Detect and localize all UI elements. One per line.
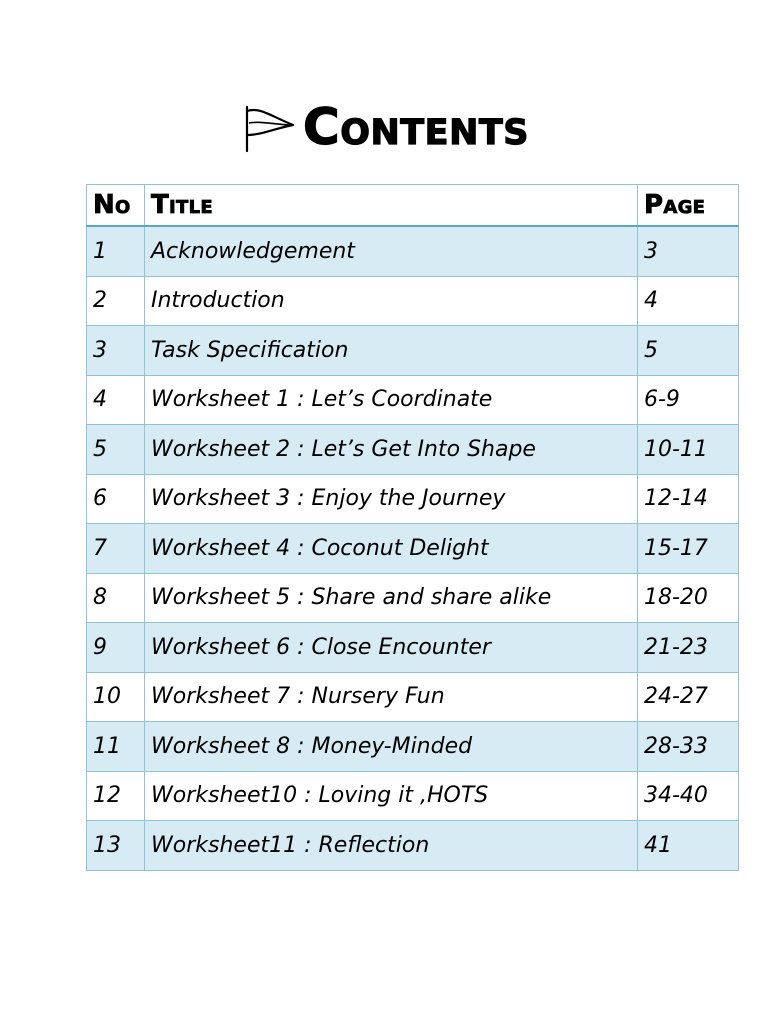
table-row	[87, 672, 739, 722]
row-page-cell: 3	[638, 226, 739, 276]
contents-table	[86, 184, 739, 871]
row-page-cell: 5	[638, 326, 739, 376]
table-row	[87, 326, 739, 376]
row-title-cell: Worksheet 4 : Coconut Delight	[145, 524, 638, 574]
row-title-cell: Worksheet11 : Reflection	[145, 821, 638, 871]
row-page-cell: 12-14	[638, 474, 739, 524]
table-row	[87, 623, 739, 673]
table-row	[87, 276, 739, 326]
table-row	[87, 771, 739, 821]
pennant-flag-icon	[239, 101, 297, 153]
row-number-cell: 12	[87, 771, 145, 821]
table-row	[87, 375, 739, 425]
contents-table-header	[87, 185, 739, 227]
row-title-cell: Worksheet 8 : Money-Minded	[145, 722, 638, 772]
row-page-cell: 18-20	[638, 573, 739, 623]
header-no: No	[87, 185, 145, 227]
row-page-cell: 24-27	[638, 672, 739, 722]
row-number-cell: 3	[87, 326, 145, 376]
row-number-cell: 6	[87, 474, 145, 524]
table-row	[87, 524, 739, 574]
row-page-cell: 28-33	[638, 722, 739, 772]
row-page-cell: 21-23	[638, 623, 739, 673]
row-title-cell: Worksheet 7 : Nursery Fun	[145, 672, 638, 722]
row-title-cell: Introduction	[145, 276, 638, 326]
row-title-cell: Worksheet 1 : Let’s Coordinate	[145, 375, 638, 425]
row-title-cell: Acknowledgement	[145, 226, 638, 276]
table-row	[87, 821, 739, 871]
row-title-cell: Worksheet 5 : Share and share alike	[145, 573, 638, 623]
row-number-cell: 1	[87, 226, 145, 276]
row-title-cell: Worksheet 3 : Enjoy the Journey	[145, 474, 638, 524]
row-number-cell: 7	[87, 524, 145, 574]
row-title-cell: Worksheet 6 : Close Encounter	[145, 623, 638, 673]
table-row	[87, 226, 739, 276]
table-row	[87, 474, 739, 524]
row-number-cell: 5	[87, 425, 145, 475]
contents-heading	[0, 92, 768, 162]
row-page-cell: 41	[638, 821, 739, 871]
row-number-cell: 11	[87, 722, 145, 772]
row-number-cell: 13	[87, 821, 145, 871]
row-title-cell: Task Specification	[145, 326, 638, 376]
row-page-cell: 10-11	[638, 425, 739, 475]
row-title-cell: Worksheet 2 : Let’s Get Into Shape	[145, 425, 638, 475]
row-title-cell: Worksheet10 : Loving it ,HOTS	[145, 771, 638, 821]
row-number-cell: 9	[87, 623, 145, 673]
row-number-cell: 8	[87, 573, 145, 623]
table-row	[87, 722, 739, 772]
contents-table-body	[87, 226, 739, 870]
row-page-cell: 34-40	[638, 771, 739, 821]
header-row	[87, 185, 739, 227]
row-number-cell: 4	[87, 375, 145, 425]
row-number-cell: 2	[87, 276, 145, 326]
header-page: Page	[638, 185, 739, 227]
row-page-cell: 15-17	[638, 524, 739, 574]
row-page-cell: 4	[638, 276, 739, 326]
contents-heading-group	[239, 98, 529, 156]
page-title: Contents	[303, 98, 529, 156]
table-row	[87, 425, 739, 475]
table-row	[87, 573, 739, 623]
row-number-cell: 10	[87, 672, 145, 722]
row-page-cell: 6-9	[638, 375, 739, 425]
header-title: Title	[145, 185, 638, 227]
